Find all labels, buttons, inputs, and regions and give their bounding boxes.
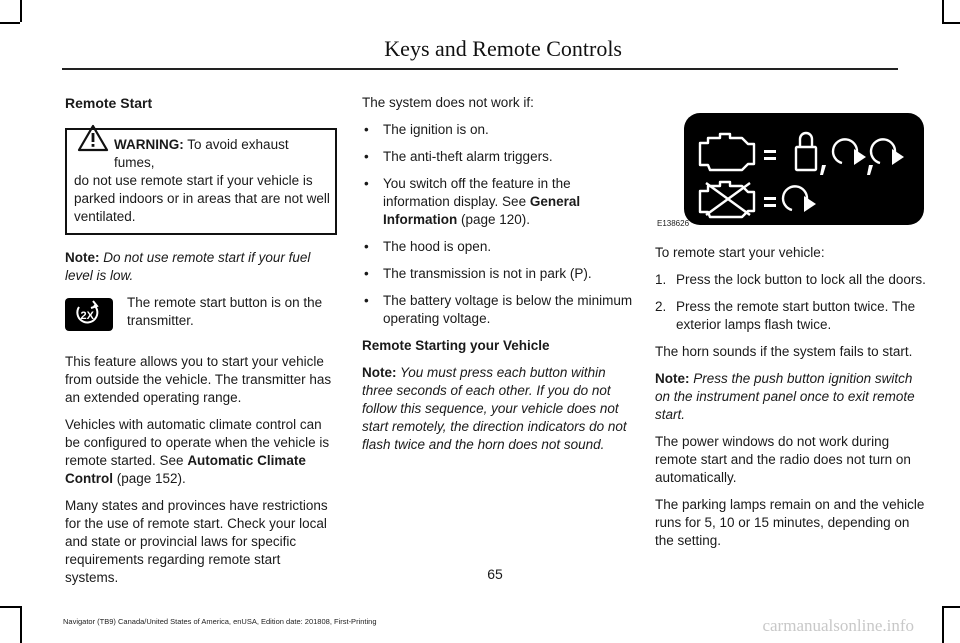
remote-start-arrow-icon-2 (783, 186, 807, 210)
warning-box (65, 128, 337, 235)
crop-mark-top-right-h (942, 22, 960, 24)
remote-start-symbol-icon (65, 298, 113, 331)
lock-icon (796, 147, 816, 170)
list-item (655, 298, 927, 334)
note-text: Press the push button ignition switch on the instrument panel once to exit remote start. (655, 371, 915, 422)
remote-start-figure (684, 113, 924, 225)
warning-text: do not use remote start if your vehicle is parked indoors or in areas that are not well ventilated. (74, 173, 330, 224)
column-left (65, 94, 337, 596)
warning-line1: To avoid exhaust fumes, (114, 137, 289, 170)
remote-start-button-icon (65, 298, 113, 331)
column-right (655, 103, 927, 225)
figure-code: E138626 (657, 219, 690, 228)
list-item: • The transmission is not in park (P). (362, 265, 634, 283)
step-number: 2. (655, 299, 667, 314)
crop-mark-top-left-v (20, 0, 22, 22)
conditions-intro: The system does not work if: (362, 95, 534, 110)
engine-icon (700, 134, 754, 170)
crop-mark-bottom-right-v (942, 606, 944, 643)
list-item: • The ignition is on. (362, 121, 634, 139)
warning-label: WARNING: (114, 137, 184, 152)
warning-triangle-icon (74, 122, 112, 152)
para-windows: The power windows do not work during remote start and the radio does not turn on automatically. (655, 434, 911, 485)
list-item (362, 175, 634, 229)
note-text: Do not use remote start if your fuel level is low. (65, 250, 311, 283)
column-middle (362, 94, 634, 463)
crop-mark-top-right-v (942, 0, 944, 22)
link-automatic-climate-control[interactable]: Automatic Climate Control (65, 453, 306, 486)
section-heading-remote-start: Remote Start (65, 95, 153, 111)
note-exit (655, 370, 927, 424)
list-item (655, 271, 927, 289)
steps-list (655, 271, 927, 334)
list-item: • The hood is open. (362, 238, 634, 256)
list-item-text: You switch off the feature in the information display. See (383, 176, 571, 209)
note-label: Note: (655, 371, 690, 386)
steps-intro: To remote start your vehicle: (655, 245, 825, 260)
warning-first-line (74, 136, 331, 172)
page-number: 65 (487, 566, 503, 582)
step-text: Press the lock button to lock all the doors. (676, 272, 926, 287)
conditions-list (362, 121, 634, 328)
note-text: You must press each button within three seconds of each other. If you do not follow this sequence, your vehicle does not start remotely, the direction indicators do not flash twice and the horn does not sound. (362, 365, 627, 452)
step-number: 1. (655, 272, 667, 287)
header-rule (62, 68, 898, 70)
para-climate (65, 416, 337, 488)
crop-mark-top-left-h (0, 22, 20, 24)
remote-start-arrow-icon (833, 139, 857, 163)
crop-mark-bottom-left-h (0, 606, 20, 608)
note-sequence (362, 364, 634, 454)
note-label: Note: (362, 365, 397, 380)
note-fuel (65, 249, 337, 285)
para-horn: The horn sounds if the system fails to start. (655, 344, 913, 359)
crop-mark-bottom-right-h (942, 606, 960, 608)
para-climate-text: Vehicles with automatic climate control can be configured to operate when the vehicle is remote started. See (65, 417, 330, 468)
figure-illustration (684, 113, 924, 225)
step-text: Press the remote start button twice. The exterior lamps flash twice. (676, 299, 916, 332)
para-lamps: The parking lamps remain on and the vehicle runs for 5, 10 or 15 minutes, depending on the setting. (655, 497, 925, 548)
page-title: Keys and Remote Controls (384, 36, 622, 61)
watermark: carmanualsonline.info (762, 616, 914, 635)
para-feature: This feature allows you to start your vehicle from outside the vehicle. The transmitter has an extended operating range. (65, 354, 332, 405)
note-label: Note: (65, 250, 100, 265)
footer-edition-text: Navigator (TB9) Canada/United States of America, enUSA, Edition date: 201808, First-Printing (63, 617, 377, 626)
list-item-page: (page 120). (457, 212, 531, 227)
remote-button-row (65, 294, 337, 342)
para-laws: Many states and provinces have restrictions for the use of remote start. Check your local and state or provincial laws for specific requirements regarding remote start systems. (65, 498, 328, 585)
list-item: • The anti-theft alarm triggers. (362, 148, 634, 166)
crop-mark-bottom-left-v (20, 606, 22, 643)
remote-2x-label: 2X (80, 310, 94, 322)
column-right-text (655, 244, 927, 559)
remote-button-text: The remote start button is on the transmitter. (127, 295, 323, 328)
subheading-remote-starting: Remote Starting your Vehicle (362, 338, 550, 353)
link-general-information[interactable]: General Information (383, 194, 581, 227)
list-item: • The battery voltage is below the minimum operating voltage. (362, 292, 634, 328)
para-climate-page: (page 152). (113, 471, 186, 486)
